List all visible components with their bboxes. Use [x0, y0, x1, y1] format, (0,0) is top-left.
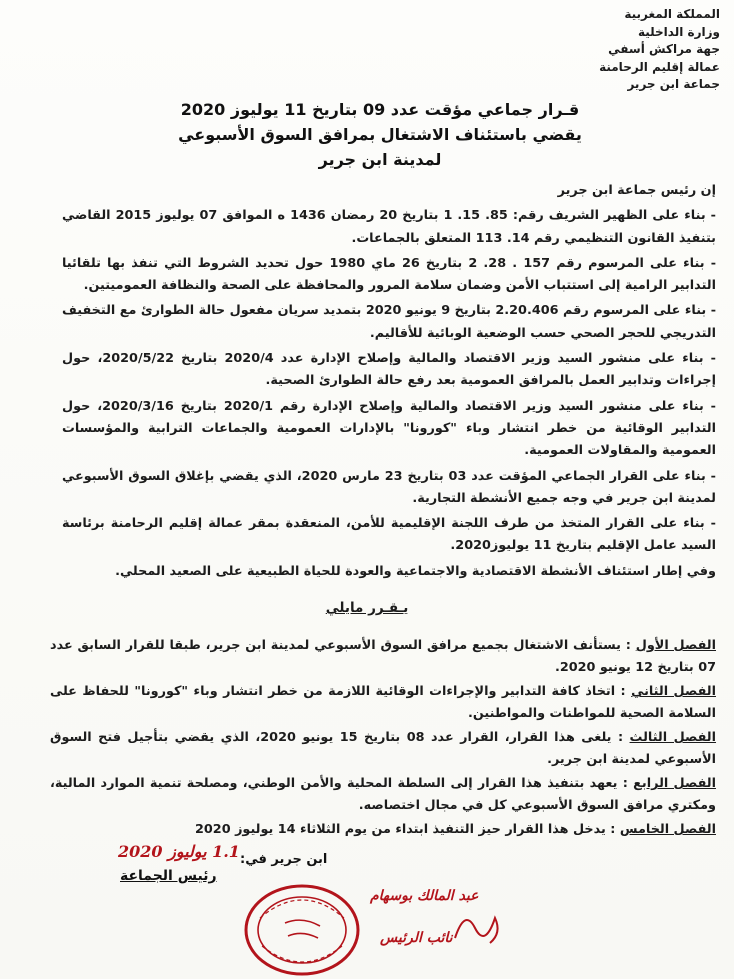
article-label: الفصل الثاني [631, 684, 716, 699]
article-text: : يعهد بتنفيذ هذا القرار إلى السلطة المحلية والأمن الوطني، ومصلحة تنمية الموارد المالية، ومكتري مرافق السوق الأسبوعي كل في مجال اختصاصه. [50, 776, 716, 813]
place-date-label: ابن جرير في: [240, 852, 328, 867]
article-label: الفصل الرابع [633, 776, 716, 791]
article [50, 681, 716, 725]
handwritten-signature-icon [450, 898, 510, 958]
preamble-item: - بناء على الظهير الشريف رقم: 85. 15. 1 بتاريخ 20 رمضان 1436 ه الموافق 07 يوليوز 2015 القاضي بتنفيذ القانون التنظيمي رقم 14. 113 المتعلق بالجماعات. [62, 208, 716, 246]
letterhead-line: المملكة المغربية [624, 7, 720, 21]
article-text: : يستأنف الاشتغال بجميع مرافق السوق الأسبوعي لمدينة ابن جرير، طبقا للقرار السابق عدد 07 بتاريخ 12 يونيو 2020. [50, 638, 716, 675]
article [50, 727, 716, 771]
letterhead [599, 6, 720, 94]
article-label: الفصل الثالث [629, 730, 717, 745]
preamble-item: - بناء على القرار المتخذ من طرف اللجنة الإقليمية للأمن، المنعقدة بمقر عمالة إقليم الرحامنة برئاسة السيد عامل الإقليم بتاريخ 11 يوليوز2020. [62, 516, 716, 554]
article-label: الفصل الخامس [619, 822, 716, 837]
deputy-title: نائب الرئيس [380, 930, 453, 946]
preamble-item: - بناء على القرار الجماعي المؤقت عدد 03 بتاريخ 23 مارس 2020، الذي يقضي بإغلاق السوق الأسبوعي لمدينة ابن جرير في وجه جميع الأنشطة التجارية. [62, 468, 716, 506]
signature-block [80, 838, 500, 979]
article-text: : يلغى هذا القرار، القرار عدد 08 بتاريخ 15 يونيو 2020، الذي يقضي بتأجيل فتح السوق الأسبوعي لمدينة ابن جرير. [50, 730, 716, 767]
preamble-opening: إن رئيس جماعة ابن جرير [557, 183, 716, 198]
decree-title: قـرار جماعي مؤقت عدد 09 بتاريخ 11 يوليوز 2020 [180, 100, 580, 119]
article [50, 635, 716, 679]
preamble [62, 180, 716, 583]
preamble-closing: وفي إطار استئناف الأنشطة الاقتصادية والاجتماعية والعودة للحياة الطبيعية على الصعيد المحلي. [115, 563, 716, 579]
letterhead-line: جهة مراكش أسفي [608, 42, 720, 56]
articles [50, 635, 716, 843]
article-text: : اتخاذ كافة التدابير والإجراءات الوقائية اللازمة من خطر انتشار وباء "كورونا" للحفاظ على السلامة الصحية للمواطنات والمواطنين. [50, 684, 716, 721]
decree-subtitle-city: لمدينة ابن جرير [318, 150, 442, 169]
president-title: رئيس الجماعة [120, 868, 217, 884]
preamble-item: - بناء على المرسوم رقم 157 . 28. 2 بتاريخ 26 ماي 1980 حول تحديد الشروط التي تنفذ بها تلقائيا التدابير الرامية إلى استتباب الأمن وضمان سلامة المرور والمحافظة على الصحة والنظافة العموميتين. [62, 255, 717, 294]
preamble-item: - بناء على منشور السيد وزير الاقتصاد والمالية وإصلاح الإدارة رقم 2020/1 بتاريخ 2020/3/16، حول التدابير الوقائية من خطر انتشار وباء "كورونا" بالإدارات العمومية والجماعات الترابية والمؤسسات العمومية والمقاولات العمومية. [62, 398, 716, 459]
preamble-item: - بناء على منشور السيد وزير الاقتصاد والمالية وإصلاح الإدارة عدد 2020/4 بتاريخ 2020/5/22، حول إجراءات وتدابير العمل بالمرافق العمومية بعد رفع حالة الطوارئ الصحية. [62, 351, 716, 389]
letterhead-line: جماعة ابن جرير [627, 77, 720, 91]
article-text: : يدخل هذا القرار حيز التنفيذ ابتداء من يوم الثلاثاء 14 يوليوز 2020 [194, 822, 620, 837]
official-seal-icon [240, 868, 370, 978]
article-label: الفصل الأول [635, 638, 716, 653]
letterhead-line: وزارة الداخلية [637, 24, 720, 39]
letterhead-line: عمالة إقليم الرحامنة [599, 59, 720, 74]
handwritten-date: 1.1 يوليوز 2020 [118, 842, 240, 861]
preamble-item: - بناء على المرسوم رقم 2.20.406 بتاريخ 9 يونيو 2020 بتمديد سريان مفعول حالة الطوارئ مع التخفيف التدريجي للحجر الصحي حسب الوضعية الوبائية للأقاليم. [62, 303, 717, 341]
decision-heading: يـقـرر مايلي [325, 600, 409, 616]
article [50, 773, 716, 817]
signer-name: عبد المالك بوسهام [370, 888, 479, 904]
decree-subtitle: يقضي باستئناف الاشتغال بمرافق السوق الأسبوعي [178, 125, 582, 144]
